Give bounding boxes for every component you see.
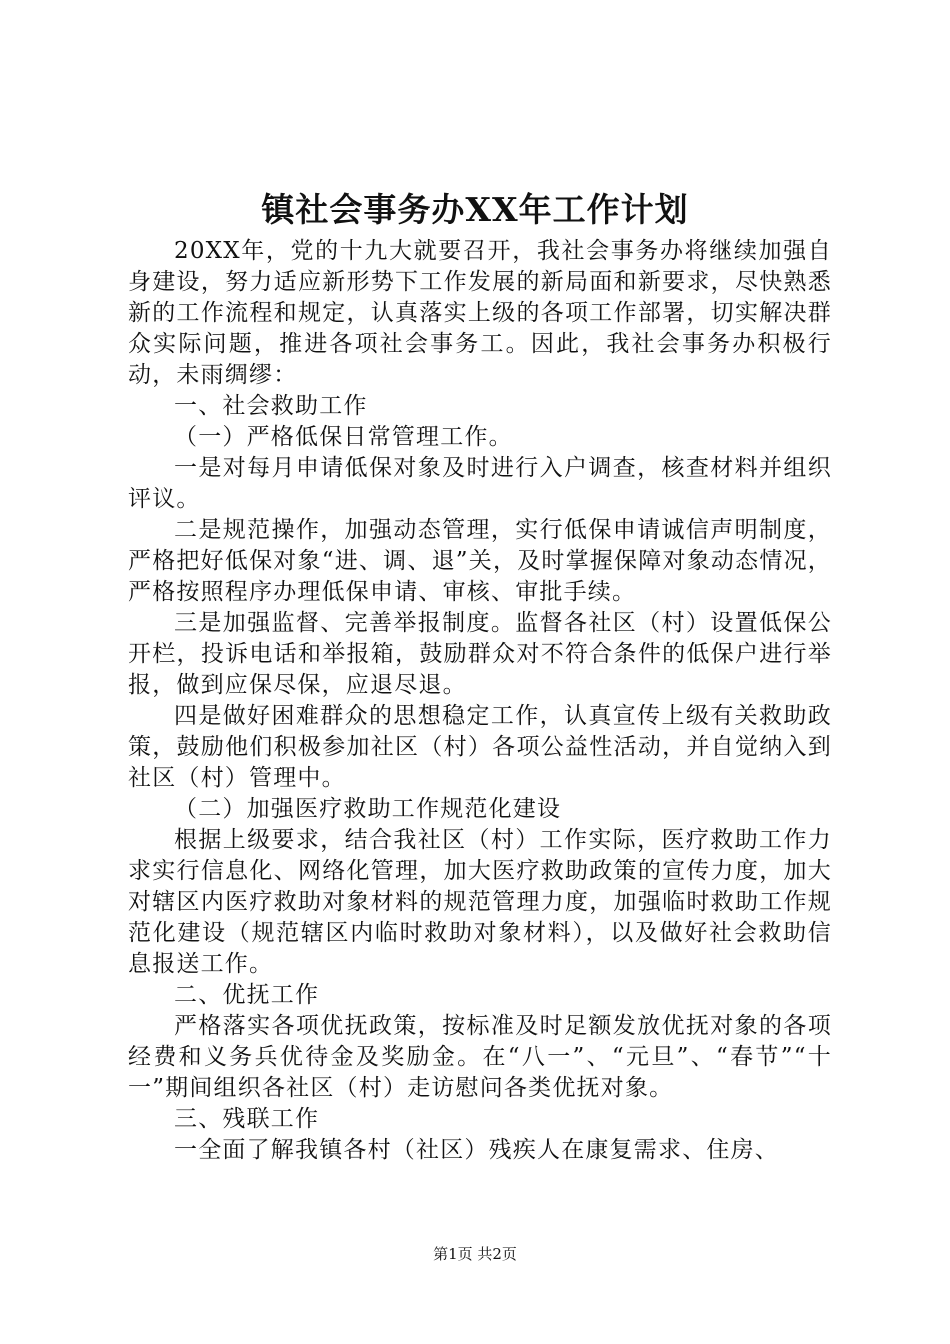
paragraph-item-3: 三是加强监督、完善举报制度。监督各社区（村）设置低保公开栏，投诉电话和举报箱，鼓励群众对不符合条件的低保户进行举报，做到应保尽保，应退尽退。 xyxy=(128,610,832,698)
section-heading-disability: 三、残联工作 xyxy=(174,1106,320,1132)
document-title: 镇社会事务办XX年工作计划 xyxy=(261,190,689,229)
paragraph-youfu: 严格落实各项优抚政策，按标准及时足额发放优抚对象的各项经费和义务兵优待金及奖励金。在“八一”、“元旦”、“春节”“十一”期间组织各社区（村）走访慰问各类优抚对象。 xyxy=(128,1013,832,1101)
subsection-heading-medical-aid: （二）加强医疗救助工作规范化建设 xyxy=(174,796,562,822)
paragraph-item-1: 一是对每月申请低保对象及时进行入户调查，核查材料并组织评议。 xyxy=(128,455,832,512)
section-heading-youfu: 二、优抚工作 xyxy=(174,982,320,1008)
paragraph-disability: 一全面了解我镇各村（社区）残疾人在康复需求、住房、 xyxy=(174,1137,779,1163)
paragraph-item-2: 二是规范操作，加强动态管理，实行低保申请诚信声明制度，严格把好低保对象“进、调、退”关，及时掌握保障对象动态情况，严格按照程序办理低保申请、审核、审批手续。 xyxy=(128,517,832,605)
paragraph-intro: 20XX年，党的十九大就要召开，我社会事务办将继续加强自身建设，努力适应新形势下工作发展的新局面和新要求，尽快熟悉新的工作流程和规定，认真落实上级的各项工作部署，切实解决群众实际问题，推进各项社会事务工。因此，我社会事务办积极行动，未雨绸缪： xyxy=(128,238,832,388)
document-body xyxy=(128,236,832,1166)
page-footer: 第1页 共2页 xyxy=(433,1245,517,1263)
paragraph-item-4: 四是做好困难群众的思想稳定工作，认真宣传上级有关救助政策，鼓励他们积极参加社区（村）各项公益性活动，并自觉纳入到社区（村）管理中。 xyxy=(128,703,832,791)
paragraph-medical-aid: 根据上级要求，结合我社区（村）工作实际，医疗救助工作力求实行信息化、网络化管理，加大医疗救助政策的宣传力度，加大对辖区内医疗救助对象材料的规范管理力度，加强临时救助工作规范化建设（规范辖区内临时救助对象材料），以及做好社会救助信息报送工作。 xyxy=(128,827,832,977)
subsection-heading-dibao: （一）严格低保日常管理工作。 xyxy=(174,424,513,450)
section-heading-social-assistance: 一、社会救助工作 xyxy=(174,393,368,419)
